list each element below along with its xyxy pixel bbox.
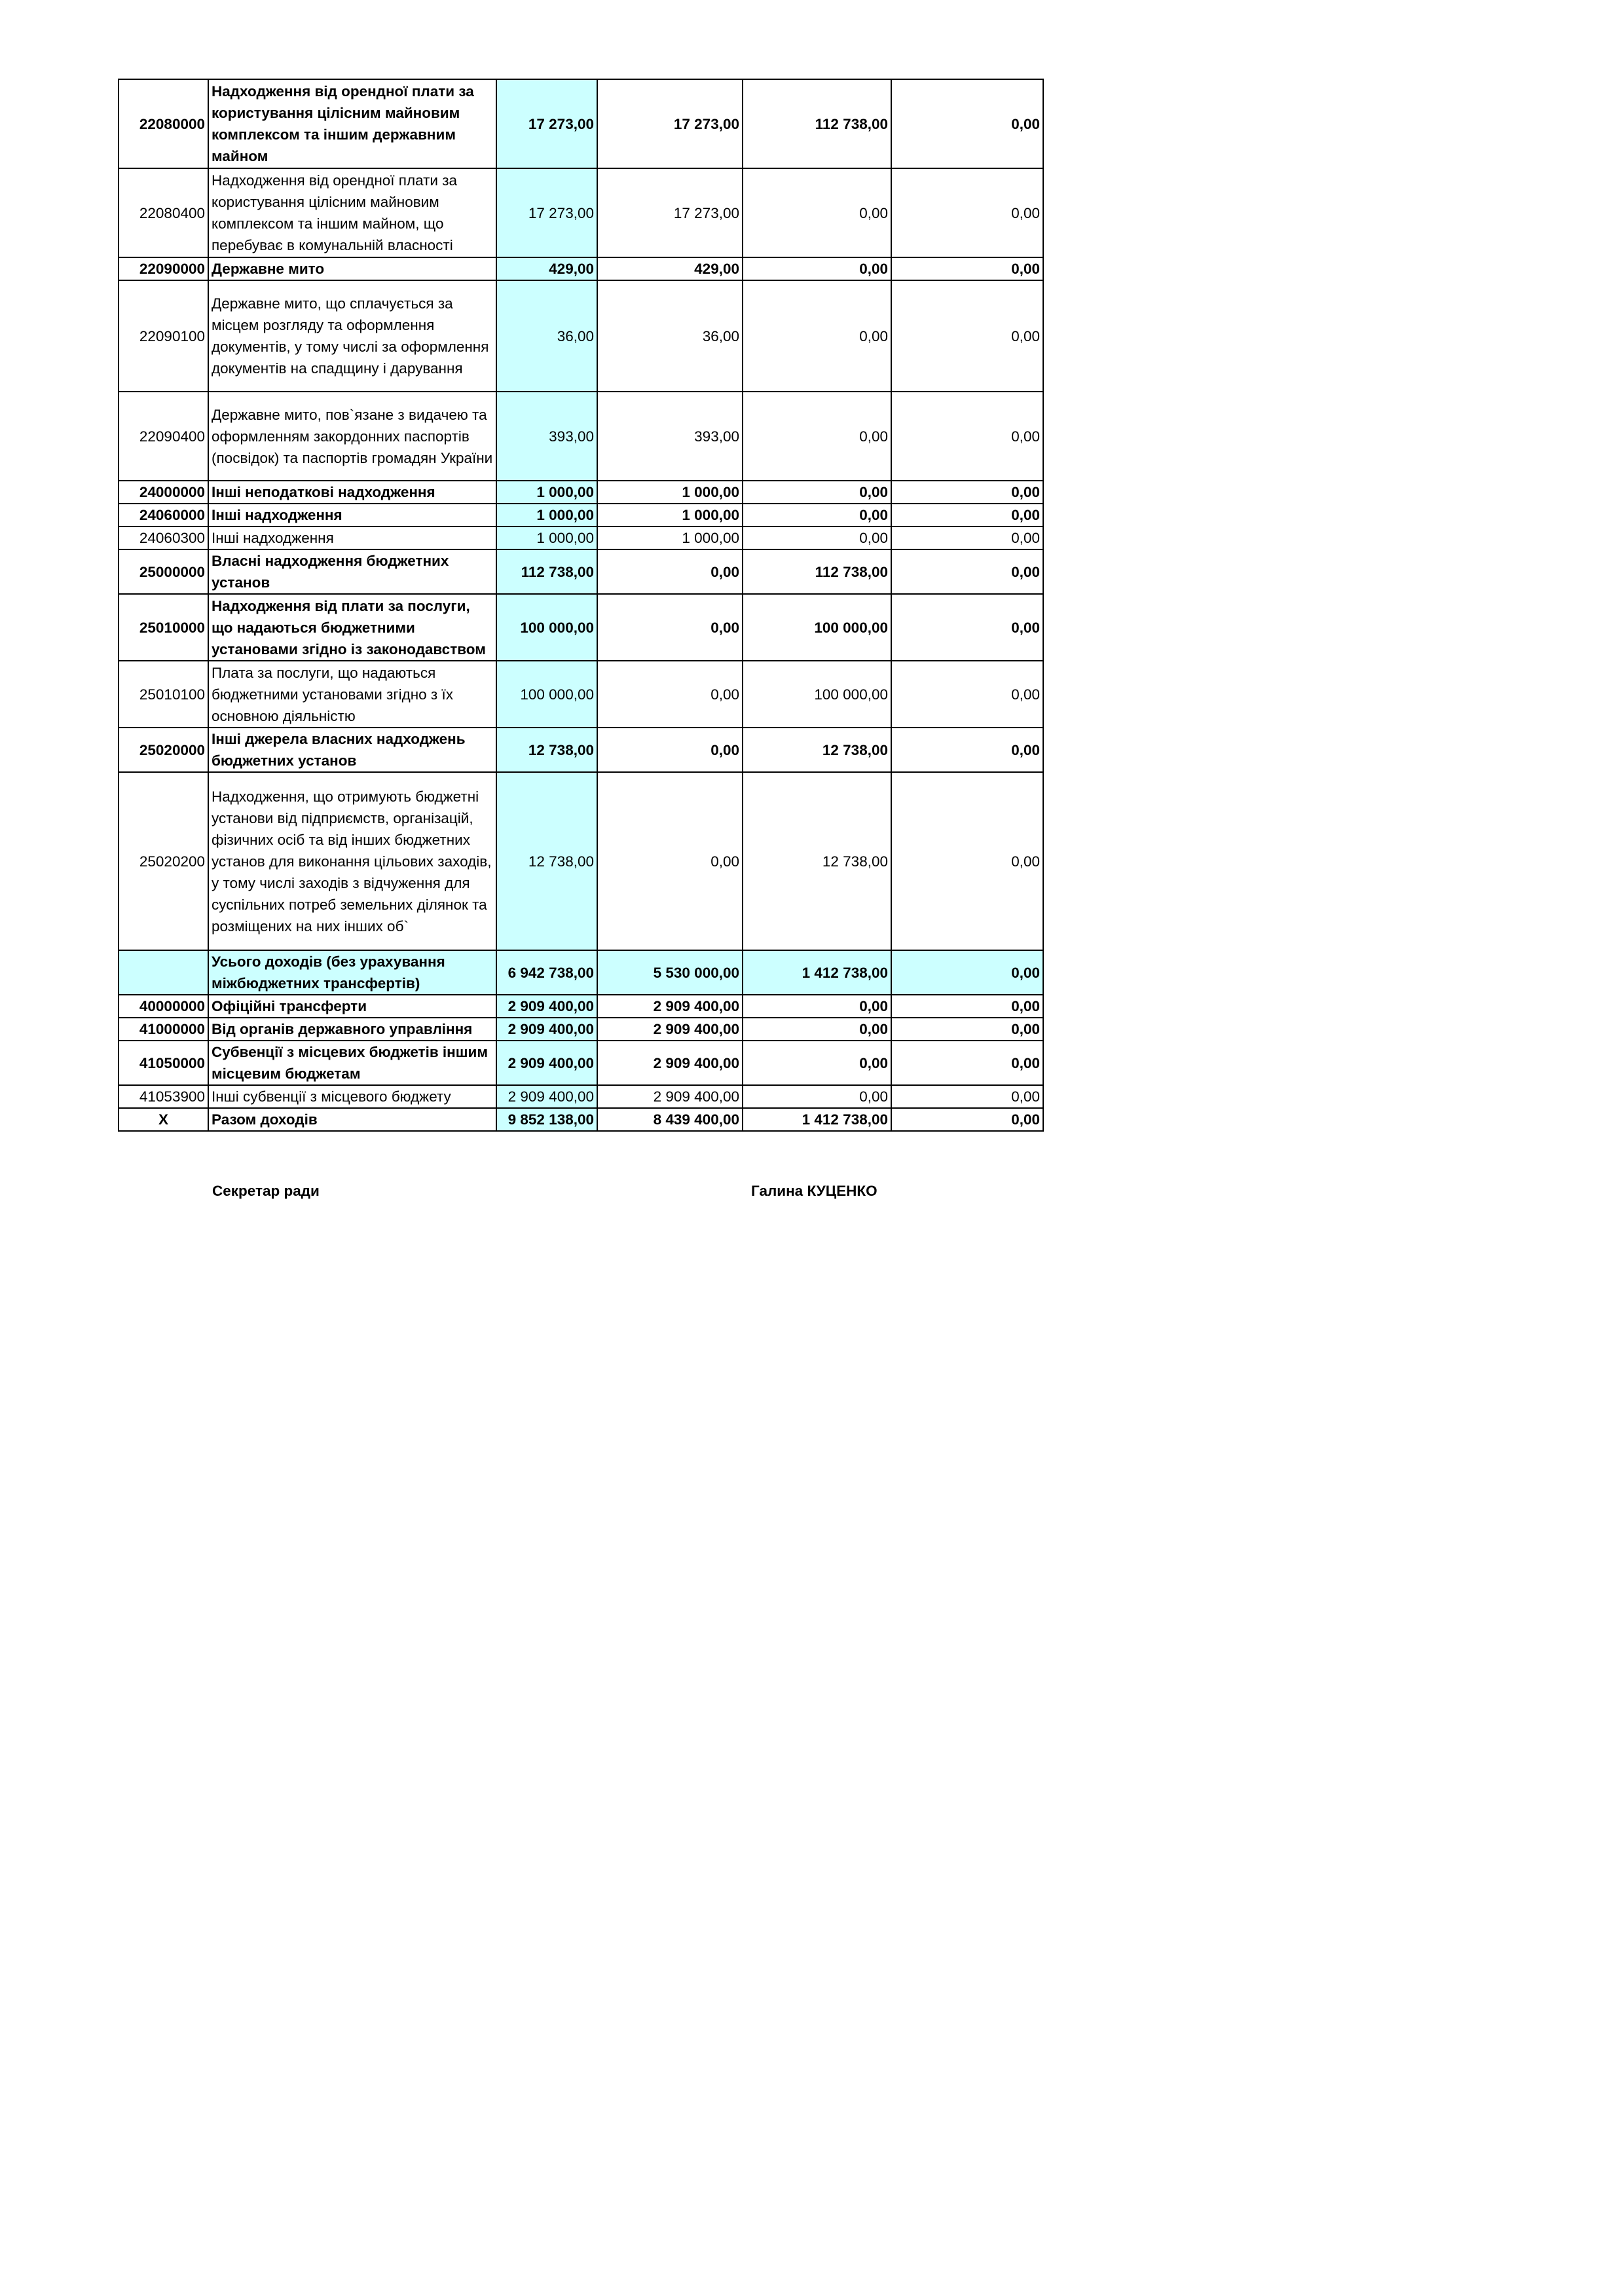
table-row (119, 392, 1043, 481)
development-budget-cell: 0,00 (891, 1018, 1043, 1041)
code-cell: 25000000 (119, 549, 208, 594)
code-cell: 40000000 (119, 995, 208, 1018)
total-amount-cell: 6 942 738,00 (496, 950, 597, 995)
name-cell: Державне мито, що сплачується за місцем розгляду та оформлення документів, у тому числі за оформлення документів на спадщину і дарування (208, 280, 496, 392)
total-row (119, 950, 1043, 995)
total-amount-cell: 100 000,00 (496, 594, 597, 661)
table-row (119, 168, 1043, 257)
table-row (119, 257, 1043, 280)
development-budget-cell: 0,00 (891, 504, 1043, 527)
name-cell: Усього доходів (без урахування міжбюджетних трансфертів) (208, 950, 496, 995)
general-fund-cell: 2 909 400,00 (597, 1085, 743, 1108)
revenue-table (118, 79, 1044, 1132)
total-amount-cell: 429,00 (496, 257, 597, 280)
code-cell: 22080400 (119, 168, 208, 257)
general-fund-cell: 2 909 400,00 (597, 1018, 743, 1041)
table-row (119, 772, 1043, 950)
development-budget-cell: 0,00 (891, 549, 1043, 594)
development-budget-cell: 0,00 (891, 1041, 1043, 1085)
special-fund-cell: 0,00 (743, 995, 891, 1018)
code-cell: 24000000 (119, 481, 208, 504)
general-fund-cell: 0,00 (597, 661, 743, 728)
table-row (119, 661, 1043, 728)
general-fund-cell: 0,00 (597, 772, 743, 950)
code-cell: 25010000 (119, 594, 208, 661)
development-budget-cell: 0,00 (891, 995, 1043, 1018)
code-cell (119, 950, 208, 995)
name-cell: Інші неподаткові надходження (208, 481, 496, 504)
code-cell: 41050000 (119, 1041, 208, 1085)
special-fund-cell: 0,00 (743, 481, 891, 504)
name-cell: Плата за послуги, що надаються бюджетними установами згідно з їх основною діяльністю (208, 661, 496, 728)
table-row (119, 594, 1043, 661)
special-fund-cell: 12 738,00 (743, 728, 891, 772)
general-fund-cell: 1 000,00 (597, 481, 743, 504)
development-budget-cell: 0,00 (891, 168, 1043, 257)
name-cell: Надходження, що отримують бюджетні установи від підприємств, організацій, фізичних осіб та від інших бюджетних установ для виконання цільових заходів, у тому числі заходів з відчуження для суспільних потреб земельних ділянок та розміщених на них інших об` (208, 772, 496, 950)
special-fund-cell: 112 738,00 (743, 79, 891, 168)
development-budget-cell: 0,00 (891, 772, 1043, 950)
development-budget-cell: 0,00 (891, 950, 1043, 995)
signature-position: Секретар ради (212, 1183, 320, 1199)
name-cell: Інші джерела власних надходжень бюджетних установ (208, 728, 496, 772)
name-cell: Інші надходження (208, 504, 496, 527)
development-budget-cell: 0,00 (891, 1085, 1043, 1108)
total-amount-cell: 1 000,00 (496, 504, 597, 527)
total-amount-cell: 2 909 400,00 (496, 1018, 597, 1041)
table-row (119, 728, 1043, 772)
code-cell: 25010100 (119, 661, 208, 728)
special-fund-cell: 0,00 (743, 392, 891, 481)
general-fund-cell: 0,00 (597, 549, 743, 594)
development-budget-cell: 0,00 (891, 79, 1043, 168)
name-cell: Від органів державного управління (208, 1018, 496, 1041)
special-fund-cell: 12 738,00 (743, 772, 891, 950)
name-cell: Власні надходження бюджетних установ (208, 549, 496, 594)
code-cell: 41000000 (119, 1018, 208, 1041)
general-fund-cell: 36,00 (597, 280, 743, 392)
special-fund-cell: 0,00 (743, 504, 891, 527)
special-fund-cell: 0,00 (743, 1085, 891, 1108)
table-row (119, 995, 1043, 1018)
table-row (119, 1108, 1043, 1131)
special-fund-cell: 1 412 738,00 (743, 1108, 891, 1131)
code-cell: 25020200 (119, 772, 208, 950)
general-fund-cell: 8 439 400,00 (597, 1108, 743, 1131)
table-row (119, 1085, 1043, 1108)
table-row (119, 527, 1043, 549)
general-fund-cell: 0,00 (597, 728, 743, 772)
name-cell: Інші субвенції з місцевого бюджету (208, 1085, 496, 1108)
development-budget-cell: 0,00 (891, 392, 1043, 481)
special-fund-cell: 0,00 (743, 168, 891, 257)
general-fund-cell: 17 273,00 (597, 79, 743, 168)
code-cell: 41053900 (119, 1085, 208, 1108)
special-fund-cell: 0,00 (743, 280, 891, 392)
development-budget-cell: 0,00 (891, 280, 1043, 392)
name-cell: Офіційні трансферти (208, 995, 496, 1018)
table-row (119, 549, 1043, 594)
total-amount-cell: 393,00 (496, 392, 597, 481)
special-fund-cell: 0,00 (743, 527, 891, 549)
table-row (119, 481, 1043, 504)
code-cell: 22090000 (119, 257, 208, 280)
general-fund-cell: 5 530 000,00 (597, 950, 743, 995)
revenue-table-body (119, 79, 1043, 1131)
total-amount-cell: 17 273,00 (496, 168, 597, 257)
table-row (119, 1041, 1043, 1085)
name-cell: Надходження від орендної плати за користування цілісним майновим комплексом та іншим майном, що перебуває в комунальній власності (208, 168, 496, 257)
signature-person: Галина КУЦЕНКО (751, 1183, 877, 1199)
table-row (119, 504, 1043, 527)
total-amount-cell: 12 738,00 (496, 772, 597, 950)
table-row (119, 79, 1043, 168)
code-cell: Х (119, 1108, 208, 1131)
general-fund-cell: 1 000,00 (597, 527, 743, 549)
general-fund-cell: 17 273,00 (597, 168, 743, 257)
total-amount-cell: 2 909 400,00 (496, 1041, 597, 1085)
code-cell: 22090100 (119, 280, 208, 392)
name-cell: Інші надходження (208, 527, 496, 549)
name-cell: Надходження від плати за послуги, що надаються бюджетними установами згідно із законодавством (208, 594, 496, 661)
total-amount-cell: 1 000,00 (496, 481, 597, 504)
total-amount-cell: 2 909 400,00 (496, 1085, 597, 1108)
total-amount-cell: 100 000,00 (496, 661, 597, 728)
name-cell: Надходження від орендної плати за користування цілісним майновим комплексом та іншим державним майном (208, 79, 496, 168)
special-fund-cell: 0,00 (743, 1041, 891, 1085)
name-cell: Державне мито (208, 257, 496, 280)
general-fund-cell: 429,00 (597, 257, 743, 280)
development-budget-cell: 0,00 (891, 661, 1043, 728)
development-budget-cell: 0,00 (891, 527, 1043, 549)
code-cell: 25020000 (119, 728, 208, 772)
code-cell: 22090400 (119, 392, 208, 481)
special-fund-cell: 112 738,00 (743, 549, 891, 594)
total-amount-cell: 2 909 400,00 (496, 995, 597, 1018)
name-cell: Субвенції з місцевих бюджетів іншим місцевим бюджетам (208, 1041, 496, 1085)
total-amount-cell: 1 000,00 (496, 527, 597, 549)
name-cell: Разом доходів (208, 1108, 496, 1131)
development-budget-cell: 0,00 (891, 594, 1043, 661)
code-cell: 24060300 (119, 527, 208, 549)
table-row (119, 1018, 1043, 1041)
special-fund-cell: 100 000,00 (743, 594, 891, 661)
total-amount-cell: 17 273,00 (496, 79, 597, 168)
general-fund-cell: 2 909 400,00 (597, 1041, 743, 1085)
total-amount-cell: 9 852 138,00 (496, 1108, 597, 1131)
development-budget-cell: 0,00 (891, 481, 1043, 504)
special-fund-cell: 100 000,00 (743, 661, 891, 728)
general-fund-cell: 1 000,00 (597, 504, 743, 527)
development-budget-cell: 0,00 (891, 257, 1043, 280)
special-fund-cell: 1 412 738,00 (743, 950, 891, 995)
name-cell: Державне мито, пов`язане з видачею та оформленням закордонних паспортів (посвідок) та паспортів громадян України (208, 392, 496, 481)
total-amount-cell: 36,00 (496, 280, 597, 392)
table-row (119, 280, 1043, 392)
general-fund-cell: 0,00 (597, 594, 743, 661)
total-amount-cell: 112 738,00 (496, 549, 597, 594)
general-fund-cell: 2 909 400,00 (597, 995, 743, 1018)
general-fund-cell: 393,00 (597, 392, 743, 481)
development-budget-cell: 0,00 (891, 728, 1043, 772)
code-cell: 24060000 (119, 504, 208, 527)
special-fund-cell: 0,00 (743, 257, 891, 280)
code-cell: 22080000 (119, 79, 208, 168)
special-fund-cell: 0,00 (743, 1018, 891, 1041)
development-budget-cell: 0,00 (891, 1108, 1043, 1131)
total-amount-cell: 12 738,00 (496, 728, 597, 772)
